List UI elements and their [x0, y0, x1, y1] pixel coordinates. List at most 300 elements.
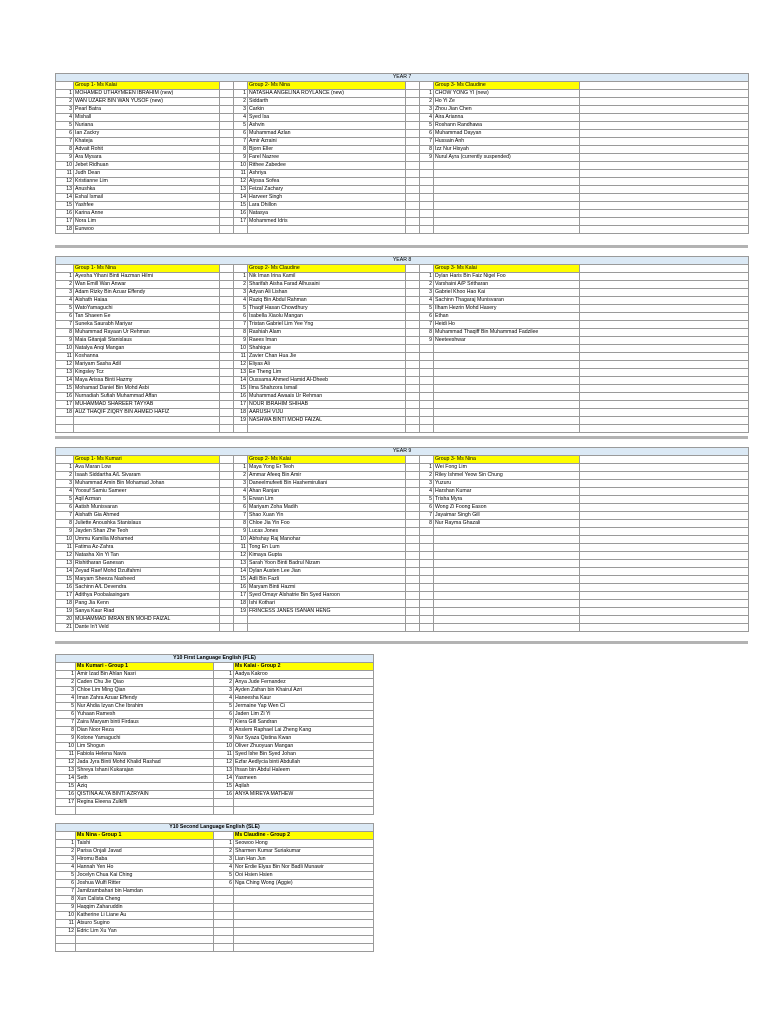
student-number: 1 [234, 273, 248, 281]
student-name: QISTINA ALYA BINTI AZRYAIN [76, 791, 214, 799]
student-name: Judh Dean [74, 170, 220, 178]
student-name: Anslem Raphael Lai Zheng Kang [234, 727, 374, 735]
table-row [56, 624, 749, 632]
table-row [56, 154, 749, 162]
spacer [406, 146, 420, 154]
student-number: 19 [234, 417, 248, 425]
table-row [56, 289, 749, 297]
empty-cell [406, 425, 420, 433]
student-name: Caden Chu Jie Qiao [76, 679, 214, 687]
table-row [56, 695, 374, 703]
student-name: Jayden Shan Zhe Teoh [74, 528, 220, 536]
student-name: Muhammad Azlan [248, 130, 406, 138]
spacer [220, 226, 234, 234]
student-name: Bjorn Eller [248, 146, 406, 154]
student-number: 5 [234, 496, 248, 504]
student-number: 5 [214, 872, 234, 880]
table-row [56, 735, 374, 743]
spacer [580, 154, 749, 162]
student-name: Yuzuru [434, 480, 580, 488]
spacer [580, 496, 749, 504]
table-row [56, 904, 374, 912]
student-name: Syed Omayr Alshatrie Bin Syed Haroon [248, 592, 406, 600]
student-number: 3 [214, 687, 234, 695]
student-name: Mariyam Zoha Madih [248, 504, 406, 512]
student-number: 2 [420, 472, 434, 480]
student-name [434, 202, 580, 210]
student-name: Ashriya [248, 170, 406, 178]
student-number: 6 [56, 711, 76, 719]
student-name: Rashiah Alam [248, 329, 406, 337]
student-number: 11 [234, 170, 248, 178]
student-name: Adli Bin Fazli [248, 576, 406, 584]
student-name: Ava Maran Low [74, 464, 220, 472]
student-name: Rishitharan Ganesan [74, 560, 220, 568]
spacer [580, 321, 749, 329]
student-number: 1 [420, 464, 434, 472]
table-row [56, 671, 374, 679]
spacer [220, 138, 234, 146]
year9-group-3: Group 3- Ms Nina [434, 456, 580, 464]
student-number: 3 [420, 106, 434, 114]
spacer [220, 114, 234, 122]
student-number: 12 [56, 178, 74, 186]
student-name: Nur Syaza Qistina Kwan [234, 735, 374, 743]
student-number: 16 [234, 393, 248, 401]
spacer [580, 409, 749, 417]
empty-cell [580, 425, 749, 433]
student-number [420, 210, 434, 218]
spacer [220, 122, 234, 130]
table-row [56, 719, 374, 727]
student-number: 17 [234, 592, 248, 600]
student-name: Erwan Lim [248, 496, 406, 504]
spacer [580, 329, 749, 337]
student-number [420, 170, 434, 178]
table-row [56, 170, 749, 178]
spacer [580, 218, 749, 226]
empty-cell [76, 944, 214, 952]
spacer [220, 472, 234, 480]
empty-cell [434, 425, 580, 433]
student-number: 17 [234, 218, 248, 226]
spacer [580, 353, 749, 361]
spacer [220, 178, 234, 186]
student-name: Pang Jia Kenn [74, 600, 220, 608]
student-number: 8 [234, 146, 248, 154]
student-number: 3 [56, 480, 74, 488]
student-number: 11 [56, 920, 76, 928]
fle-section [55, 654, 373, 815]
student-number: 2 [56, 679, 76, 687]
student-number: 3 [56, 687, 76, 695]
table-row [56, 872, 374, 880]
student-number: 11 [56, 544, 74, 552]
student-number: 10 [56, 345, 74, 353]
student-name: Heidi Ho [434, 321, 580, 329]
student-name: Joshua Wulfi Ritter [76, 880, 214, 888]
spacer [406, 393, 420, 401]
student-number [420, 377, 434, 385]
table-row [56, 409, 749, 417]
table-row [56, 504, 749, 512]
student-name: Nur Ahdia Izyan Che Ibrahim [76, 703, 214, 711]
student-name: Isaah Siddartha A/L Sivaram [74, 472, 220, 480]
student-number: 5 [214, 703, 234, 711]
student-name: Tristan Gabriel Lim Yee Yng [248, 321, 406, 329]
student-name [434, 194, 580, 202]
student-number: 11 [234, 544, 248, 552]
empty-cell [56, 944, 76, 952]
student-number: 18 [234, 409, 248, 417]
student-name: Varshaini A/P Sritharan [434, 281, 580, 289]
spacer [580, 401, 749, 409]
student-name: Neeteeshwar [434, 337, 580, 345]
student-name: Yashfee [74, 202, 220, 210]
student-number: 10 [56, 162, 74, 170]
student-name [248, 624, 406, 632]
student-name: Muhammad Dayyan [434, 130, 580, 138]
student-number: 8 [420, 329, 434, 337]
student-name: Adyan Ali Lishan [248, 289, 406, 297]
student-name [434, 616, 580, 624]
student-number: 15 [56, 783, 76, 791]
student-name: Yuhaan Ramesh [76, 711, 214, 719]
spacer [220, 186, 234, 194]
student-number: 12 [56, 759, 76, 767]
student-number: 2 [214, 679, 234, 687]
spacer [220, 353, 234, 361]
student-name: Wan Emill Wan Anwar [74, 281, 220, 289]
student-number [234, 624, 248, 632]
table-row [56, 122, 749, 130]
spacer [220, 504, 234, 512]
student-name: Harshan Kumar [434, 488, 580, 496]
student-number: 7 [56, 888, 76, 896]
student-number: 14 [214, 775, 234, 783]
student-name [434, 218, 580, 226]
student-number: 15 [214, 783, 234, 791]
year7-group-3: Group 3- Ms Claudine [434, 82, 580, 90]
student-name [434, 345, 580, 353]
table-row [56, 560, 749, 568]
student-name: ANYA MIREYA MATHEW [234, 791, 374, 799]
student-number: 15 [234, 576, 248, 584]
student-name: Maya Yong Er Teoh [248, 464, 406, 472]
student-number: 8 [56, 727, 76, 735]
student-number: 11 [56, 353, 74, 361]
student-number: 4 [234, 114, 248, 122]
year8-group-2: Group 2- Ms Claudine [248, 265, 406, 273]
student-name: Muhammad Rayaan Ur Rehman [74, 329, 220, 337]
student-name: Shahique [248, 345, 406, 353]
student-number: 5 [420, 305, 434, 313]
student-number [420, 353, 434, 361]
student-name: Advait Rohit [74, 146, 220, 154]
student-number [420, 528, 434, 536]
table-row [56, 520, 749, 528]
student-name [434, 170, 580, 178]
spacer [406, 584, 420, 592]
student-number: 5 [56, 872, 76, 880]
spacer [406, 281, 420, 289]
spacer [580, 576, 749, 584]
student-number: 18 [56, 226, 74, 234]
student-number [214, 904, 234, 912]
spacer [406, 544, 420, 552]
spacer [406, 624, 420, 632]
table-row [56, 178, 749, 186]
student-name: Ayden Zafran bin Khairul Azri [234, 687, 374, 695]
student-name: Dante In't Veld [74, 624, 220, 632]
student-name: Nur Rayma Ghazali [434, 520, 580, 528]
table-row [56, 920, 374, 928]
student-number: 4 [420, 297, 434, 305]
table-row [56, 512, 749, 520]
student-name: Raees Iman [248, 337, 406, 345]
student-name: Seth [76, 775, 214, 783]
empty-cell [234, 944, 374, 952]
student-name: Eshal Ismail [74, 194, 220, 202]
student-name: Kiera Gill Sandran [234, 719, 374, 727]
spacer [406, 361, 420, 369]
student-number: 16 [234, 210, 248, 218]
student-name: Dylan Austen Lee Jian [248, 568, 406, 576]
student-number: 16 [234, 584, 248, 592]
spacer [220, 520, 234, 528]
student-number [420, 552, 434, 560]
fle-title: Y10 First Language English (FLE) [56, 655, 374, 663]
student-number: 1 [234, 464, 248, 472]
student-name: Tong En Lum [248, 544, 406, 552]
spacer [220, 218, 234, 226]
sle-group-2: Ms Claudine - Group 2 [234, 832, 374, 840]
sle-section [55, 823, 373, 952]
spacer [580, 114, 749, 122]
student-name: Maryam Sheeza Nasheed [74, 576, 220, 584]
spacer [406, 504, 420, 512]
student-name: Ilma Shahzora Ismail [248, 385, 406, 393]
year8-group-1: Group 1- Ms Nina [74, 265, 220, 273]
spacer [580, 584, 749, 592]
spacer [580, 608, 749, 616]
student-name: Tan Shaeen Ee [74, 313, 220, 321]
spacer [406, 289, 420, 297]
student-number: 9 [234, 528, 248, 536]
student-name: Zhou Jian Chen [434, 106, 580, 114]
spacer [220, 393, 234, 401]
spacer [580, 305, 749, 313]
table-row [56, 377, 749, 385]
student-name: Aishath Gia Ahmed [74, 512, 220, 520]
student-name: Seowoo Hong [234, 840, 374, 848]
student-name: Ee Theng Lim [248, 369, 406, 377]
table-row [56, 888, 374, 896]
student-number: 14 [234, 194, 248, 202]
table-row [56, 218, 749, 226]
student-name: Trisha Myra [434, 496, 580, 504]
student-name: Juliette Anoushka Stanislaus [74, 520, 220, 528]
student-name [248, 226, 406, 234]
student-name: Raziq Bin Abdul Rahman [248, 297, 406, 305]
student-name: Suneka Saurabh Mariyar [74, 321, 220, 329]
student-number: 12 [56, 361, 74, 369]
empty-cell [214, 936, 234, 944]
student-number: 6 [420, 130, 434, 138]
student-number: 16 [56, 210, 74, 218]
spacer [220, 385, 234, 393]
student-number: 15 [56, 385, 74, 393]
student-name: Mariyam Sasha Adil [74, 361, 220, 369]
student-name [434, 385, 580, 393]
student-name: Wei Fong Lim [434, 464, 580, 472]
student-name: Haneesha Kaur [234, 695, 374, 703]
student-name: Dian Noor Reza [76, 727, 214, 735]
student-name: WAN UZAER BIN WAN YUSOF (new) [74, 98, 220, 106]
student-number: 7 [420, 321, 434, 329]
student-name [434, 552, 580, 560]
spacer [220, 592, 234, 600]
spacer [406, 528, 420, 536]
student-number: 10 [56, 743, 76, 751]
spacer [220, 170, 234, 178]
student-name: Jaden Lim Zi Yi [234, 711, 374, 719]
student-number: 3 [56, 106, 74, 114]
student-number: 4 [56, 297, 74, 305]
spacer [580, 377, 749, 385]
student-name: Lara Dhillon [248, 202, 406, 210]
student-name: Carkin [248, 106, 406, 114]
student-number: 5 [420, 122, 434, 130]
table-row [56, 496, 749, 504]
table-row [56, 552, 749, 560]
student-number: 11 [234, 353, 248, 361]
student-name: Syed Ishe Bin Syed Johan [234, 751, 374, 759]
spacer [406, 488, 420, 496]
student-number [420, 361, 434, 369]
spacer [220, 552, 234, 560]
student-name: Sharifah Aisha Farad Alhusaini [248, 281, 406, 289]
year8-title: YEAR 8 [56, 257, 749, 265]
student-number: 8 [420, 520, 434, 528]
student-name [434, 186, 580, 194]
spacer [406, 600, 420, 608]
spacer [406, 568, 420, 576]
student-number [420, 401, 434, 409]
student-number: 13 [56, 767, 76, 775]
table-row [56, 592, 749, 600]
table-row [56, 743, 374, 751]
table-row [56, 608, 749, 616]
student-number: 10 [56, 912, 76, 920]
student-number: 3 [234, 480, 248, 488]
spacer [580, 297, 749, 305]
empty-cell [56, 807, 76, 815]
table-row [56, 703, 374, 711]
student-name: Lian Han Jun [234, 856, 374, 864]
student-number: 16 [56, 584, 74, 592]
student-name: Yasmeen [234, 775, 374, 783]
student-number [214, 896, 234, 904]
student-number: 7 [234, 138, 248, 146]
spacer [406, 313, 420, 321]
spacer [220, 281, 234, 289]
student-name: Koshanna [74, 353, 220, 361]
student-name: Lim Shogun [76, 743, 214, 751]
student-name: Anushka [74, 186, 220, 194]
student-number: 6 [214, 880, 234, 888]
table-row [56, 480, 749, 488]
student-name: Mishall [74, 114, 220, 122]
student-name [434, 592, 580, 600]
spacer [580, 122, 749, 130]
spacer [220, 146, 234, 154]
student-name: Khateja [74, 138, 220, 146]
student-number: 2 [234, 281, 248, 289]
table-row [56, 417, 749, 425]
student-name [434, 369, 580, 377]
spacer [220, 480, 234, 488]
student-name: Maryam Binti Hazmi [248, 584, 406, 592]
spacer [406, 401, 420, 409]
student-number: 13 [56, 560, 74, 568]
student-number: 16 [214, 791, 234, 799]
student-name: Haqqim Zaharuddin [76, 904, 214, 912]
spacer [220, 536, 234, 544]
student-name: Ammar Afeeq Bin Amir [248, 472, 406, 480]
student-number [56, 417, 74, 425]
spacer [406, 345, 420, 353]
spacer [580, 289, 749, 297]
student-name [434, 624, 580, 632]
spacer [220, 496, 234, 504]
student-number [420, 385, 434, 393]
spacer [580, 592, 749, 600]
student-name: Ashvin [248, 122, 406, 130]
spacer [406, 353, 420, 361]
spacer [580, 186, 749, 194]
section-divider [55, 641, 748, 644]
table-row [56, 305, 749, 313]
spacer [220, 329, 234, 337]
student-name: Siddarth [248, 98, 406, 106]
student-name: Jayaimar Singh Gill [434, 512, 580, 520]
student-name [434, 409, 580, 417]
spacer [406, 106, 420, 114]
table-row [56, 194, 749, 202]
student-number: 4 [234, 488, 248, 496]
table-row [56, 799, 374, 807]
student-name: Edric Lim Xu Yan [76, 928, 214, 936]
student-name [434, 162, 580, 170]
student-name: Sanya Kaur Riad [74, 608, 220, 616]
student-number: 3 [420, 289, 434, 297]
student-name [234, 904, 374, 912]
student-name [434, 544, 580, 552]
spacer [580, 281, 749, 289]
student-name [434, 226, 580, 234]
spacer [220, 568, 234, 576]
student-name: Ian Zackry [74, 130, 220, 138]
student-number: 6 [56, 880, 76, 888]
student-number: 12 [234, 361, 248, 369]
spacer [406, 592, 420, 600]
student-name: Hussain Anh [434, 138, 580, 146]
student-name [248, 616, 406, 624]
student-number: 1 [214, 840, 234, 848]
spacer [580, 202, 749, 210]
student-number: 5 [234, 122, 248, 130]
